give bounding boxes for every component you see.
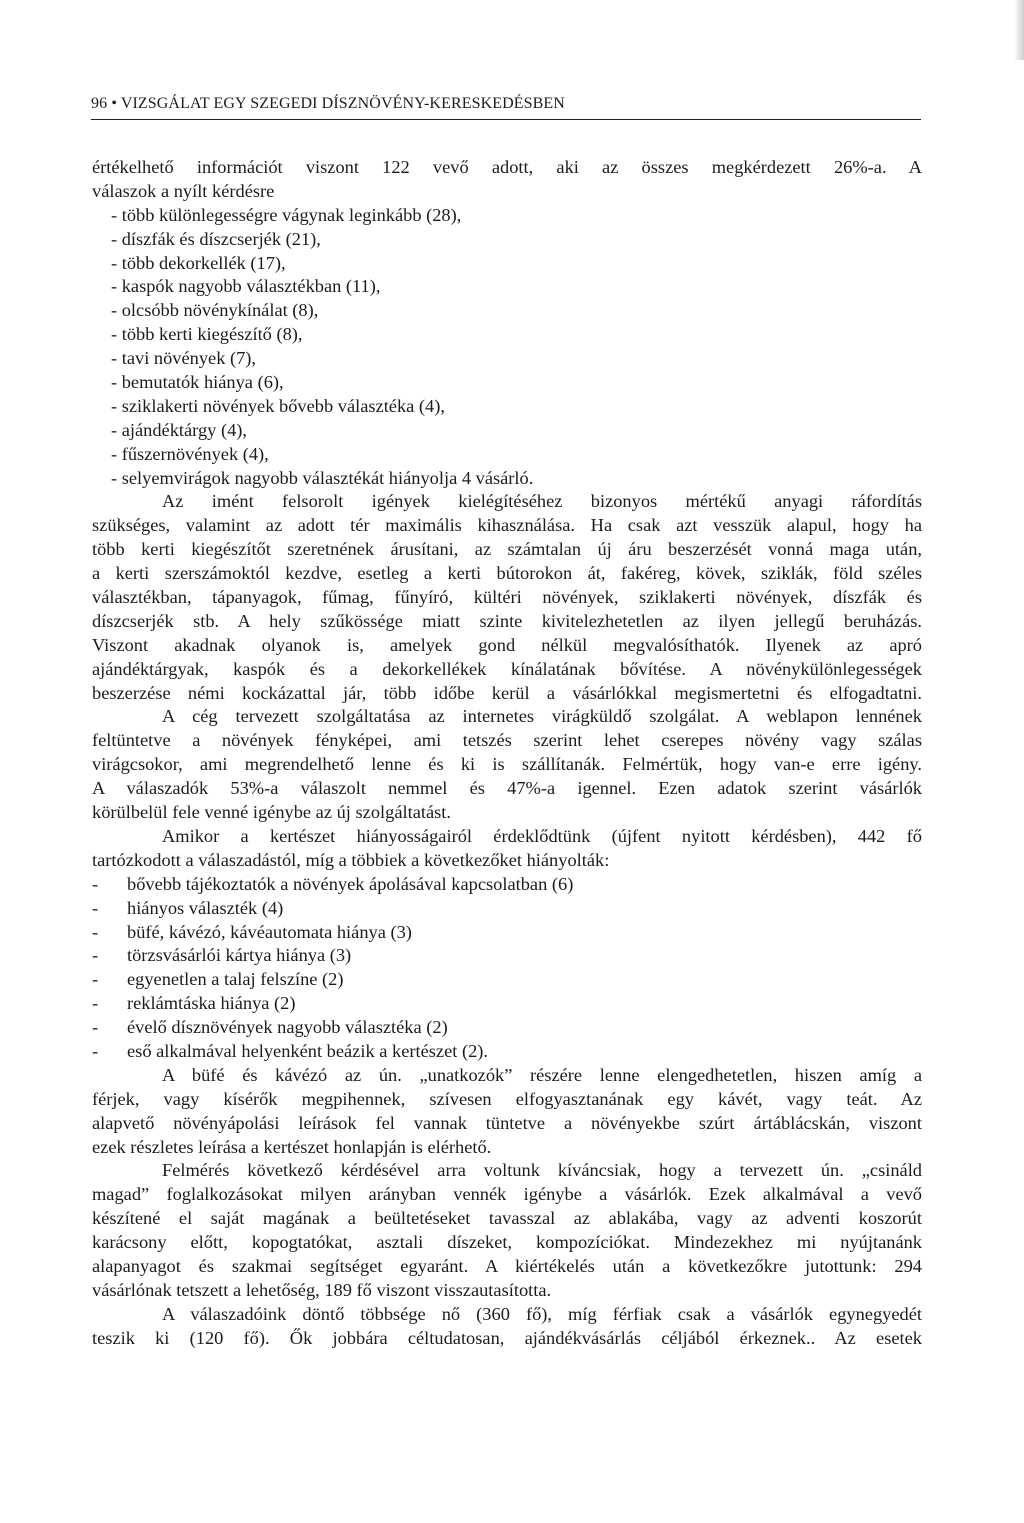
- list-item-text: eső alkalmával helyenként beázik a kertészet (2).: [127, 1040, 488, 1061]
- list-item: - ajándéktárgy (4),: [111, 419, 247, 440]
- text-line: választékban, tápanyagok, fűmag, fűnyíró, kültéri növények, sziklakerti növények, díszfák és: [92, 587, 922, 608]
- text-line: virágcsokor, ami megrendelhető lenne és ki is szállítanák. Felmértük, hogy van-e erre igény.: [92, 754, 922, 775]
- list-item: [92, 944, 922, 968]
- body-text: [92, 156, 922, 1351]
- list-item-text: hiányos választék (4): [127, 897, 284, 918]
- list-item: [92, 897, 922, 921]
- text-line: feltüntetve a növények fényképei, ami tetszés szerint lehet cserepes növény vagy szálas: [92, 730, 922, 751]
- list-dash: -: [92, 993, 99, 1014]
- list-item: - fűszernövények (4),: [111, 443, 269, 464]
- list-item-text: reklámtáska hiánya (2): [127, 993, 296, 1014]
- list-item: - több dekorkellék (17),: [111, 252, 286, 273]
- text-line: tartózkodott a válaszadástól, míg a többiek a következőket hiányolták:: [92, 849, 610, 870]
- running-header: [91, 95, 565, 113]
- text-line: alapanyagot és szakmai segítséget egyaránt. A kiértékelés után a következőkre jutottunk: 294: [92, 1255, 922, 1276]
- text-line: ajándéktárgyak, kaspók és a dekorkellékek kínálatának bővítése. A növénykülönlegességek: [92, 658, 922, 679]
- text-line: A válaszadóink döntő többsége nő (360 fő), míg férfiak csak a vásárlók egynegyedét: [162, 1303, 922, 1324]
- text-line: férjek, vagy kísérők megpihennek, szívesen elfogyasztanának egy kávét, vagy teát. Az: [92, 1088, 922, 1109]
- text-line: Viszont akadnak olyanok is, amelyek gond nélkül megvalósíthatók. Ilyenek az apró: [92, 634, 922, 655]
- text-line: értékelhető információt viszont 122 vevő adott, aki az összes megkérdezett 26%-a. A: [92, 157, 922, 177]
- text-line: A cég tervezett szolgáltatása az internetes virágküldő szolgálat. A weblapon lennének: [162, 706, 922, 727]
- list-item: [92, 873, 922, 897]
- text-line: díszcserjék stb. A hely szűkössége miatt szinte kivitelezhetetlen az ilyen jellegű beruházás.: [92, 610, 922, 631]
- list-dash: -: [92, 945, 99, 966]
- list-item: - kaspók nagyobb választékban (11),: [111, 276, 381, 297]
- list-item: [92, 1016, 922, 1040]
- list-item: - tavi növények (7),: [111, 348, 257, 369]
- text-line: magad” foglalkozásokat milyen arányban vennék igénybe a vásárlók. Ezek alkalmával a vevő: [92, 1184, 922, 1205]
- text-line: a kerti szerszámoktól kezdve, esetleg a kerti bútorokon át, fakéreg, kövek, sziklák, föld széles: [92, 563, 922, 584]
- list-item: - olcsóbb növénykínálat (8),: [111, 300, 319, 321]
- list-item: - több kerti kiegészítő (8),: [111, 324, 303, 345]
- list-item: - sziklakerti növények bővebb választéka (4),: [111, 395, 445, 416]
- list-item: - díszfák és díszcserjék (21),: [111, 228, 321, 249]
- text-line: válaszok a nyílt kérdésre: [92, 180, 275, 201]
- list-item-text: törzsvásárlói kártya hiánya (3): [127, 945, 352, 966]
- text-line: teszik ki (120 fő). Ők jobbára céltudatosan, ajándékvásárlás céljából érkeznek.. Az esetek: [92, 1327, 922, 1348]
- text-line: készítené el saját magának a beültetéseket tavasszal az ablakába, vagy az adventi koszorút: [92, 1208, 922, 1229]
- list-item: [92, 992, 922, 1016]
- list-item-text: büfé, kávézó, kávéautomata hiánya (3): [127, 921, 412, 942]
- list-item: - több különlegességre vágynak leginkább (28),: [111, 204, 462, 225]
- list-item: [92, 968, 922, 992]
- list-dash: -: [92, 921, 99, 942]
- text-line: vásárlónak tetszett a lehetőség, 189 fő viszont visszautasította.: [92, 1279, 552, 1300]
- text-line: körülbelül fele venné igénybe az új szolgáltatást.: [92, 802, 451, 823]
- list-dash: -: [92, 1017, 99, 1038]
- list-item-text: egyenetlen a talaj felszíne (2): [127, 969, 344, 990]
- header-separator: •: [111, 95, 118, 112]
- text-line: Felmérés következő kérdésével arra voltunk kíváncsiak, hogy a tervezett ún. „csináld: [162, 1160, 922, 1181]
- text-line: alapvető növényápolási leírások fel vannak tüntetve a növényekbe szúrt ártáblácskán, viszont: [92, 1112, 922, 1133]
- running-title: VIZSGÁLAT EGY SZEGEDI DÍSZNÖVÉNY-KERESKEDÉSBEN: [120, 95, 565, 112]
- text-line: beszerzése némi kockázattal jár, több időbe kerül a vásárlókkal megismertetni és elfogadtatni.: [92, 682, 922, 703]
- list-item: - bemutatók hiánya (6),: [111, 372, 284, 393]
- list-item-text: bővebb tájékoztatók a növények ápolásával kapcsolatban (6): [127, 873, 574, 894]
- text-line: A válaszadók 53%-a válaszolt nemmel és 47%-a igennel. Ezen adatok szerint vásárlók: [92, 778, 922, 799]
- text-line: több kerti kiegészítőt szeretnének árusítani, az számtalan új áru beszerzését vonná maga után,: [92, 539, 922, 560]
- list-item: [92, 921, 922, 945]
- scan-edge-shadow: [1014, 0, 1024, 60]
- list-dash: -: [92, 873, 99, 894]
- list-dash: -: [92, 969, 99, 990]
- list-item: - selyemvirágok nagyobb választékát hiányolja 4 vásárló.: [111, 467, 534, 488]
- list-dash: -: [92, 897, 99, 918]
- page-number: 96: [91, 95, 108, 112]
- text-line: Amikor a kertészet hiányosságairól érdeklődtünk (újfent nyitott kérdésben), 442 fő: [162, 825, 922, 846]
- text-line: Az imént felsorolt igények kielégítéséhez bizonyos mértékű anyagi ráfordítás: [162, 491, 922, 512]
- list-item-text: évelő dísznövények nagyobb választéka (2): [127, 1017, 448, 1038]
- text-line: karácsony előtt, kopogtatókat, asztali díszeket, kompozíciókat. Mindezekhez mi nyújtanánk: [92, 1232, 922, 1253]
- list-item: [92, 1040, 922, 1064]
- text-line: szükséges, valamint az adott tér maximális kihasználása. Ha csak azt vesszük alapul, hogy ha: [92, 515, 922, 536]
- text-line: A büfé és kávézó az ún. „unatkozók” részére lenne elengedhetetlen, hiszen amíg a: [162, 1064, 922, 1085]
- text-line: ezek részletes leírása a kertészet honlapján is elérhető.: [92, 1136, 492, 1157]
- list-dash: -: [92, 1040, 99, 1061]
- header-rule: [91, 119, 921, 120]
